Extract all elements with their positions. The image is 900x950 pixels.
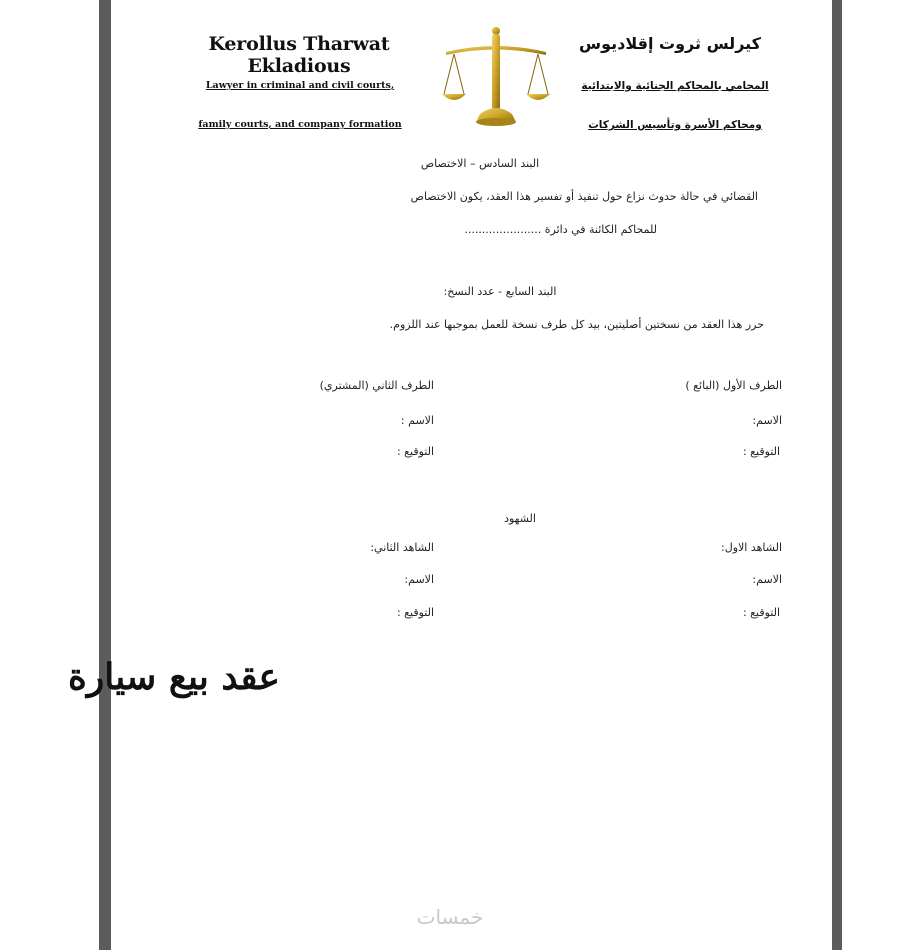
document-frame-left (99, 0, 111, 950)
scales-of-justice-icon (440, 22, 552, 134)
clause6-heading: البند السادس – الاختصاص (420, 157, 540, 170)
first-party-name-label: الاسم: (752, 414, 782, 427)
document-page (111, 0, 832, 950)
second-witness-title: الشاهد الثاني: (370, 541, 434, 554)
first-witness-name-label: الاسم: (752, 573, 782, 586)
clause7-line1: حرر هذا العقد من نسختين أصليتين، بيد كل طرف نسخة للعمل بموجبها عند اللزوم. (389, 318, 764, 331)
clause6-line2: للمحاكم الكائنة في دائرة ...................... (464, 223, 657, 236)
second-party-name-label: الاسم : (400, 414, 434, 427)
clause6-line1: القضائي في حالة حدوث نزاع حول تنفيذ أو تفسير هذا العقد، يكون الاختصاص (410, 190, 758, 203)
witnesses-heading: الشهود (504, 512, 536, 525)
lawyer-subtitle-english-line1: Lawyer in criminal and civil courts, (205, 80, 395, 91)
second-party-signature-label: التوقيع : (396, 445, 434, 458)
second-witness-name-label: الاسم: (404, 573, 434, 586)
second-party-title: الطرف الثاني (المشتري) (319, 379, 434, 392)
first-party-signature-label: التوقيع : (742, 445, 780, 458)
second-witness-signature-label: التوقيع : (396, 606, 434, 619)
first-witness-title: الشاهد الاول: (721, 541, 782, 554)
lawyer-name-english: Kerollus Tharwat Ekladious (208, 33, 390, 77)
lawyer-subtitle-english-line2: family courts, and company formation (198, 119, 402, 130)
document-frame-right (832, 0, 842, 950)
first-witness-signature-label: التوقيع : (742, 606, 780, 619)
lawyer-subtitle-arabic-line1: المحامي بالمحاكم الجنائية والابتدائية (581, 80, 769, 92)
watermark: خمسات (416, 905, 484, 929)
lawyer-subtitle-arabic-line2: ومحاكم الأسرة وتأسيس الشركات (588, 119, 762, 131)
overlay-title: عقد بيع سيارة (68, 656, 280, 698)
clause7-heading: البند السابع - عدد النسخ: (443, 285, 557, 298)
lawyer-name-arabic: كيرلس ثروت إقلاديوس (579, 34, 761, 53)
first-party-title: الطرف الأول (البائع ) (685, 379, 782, 392)
